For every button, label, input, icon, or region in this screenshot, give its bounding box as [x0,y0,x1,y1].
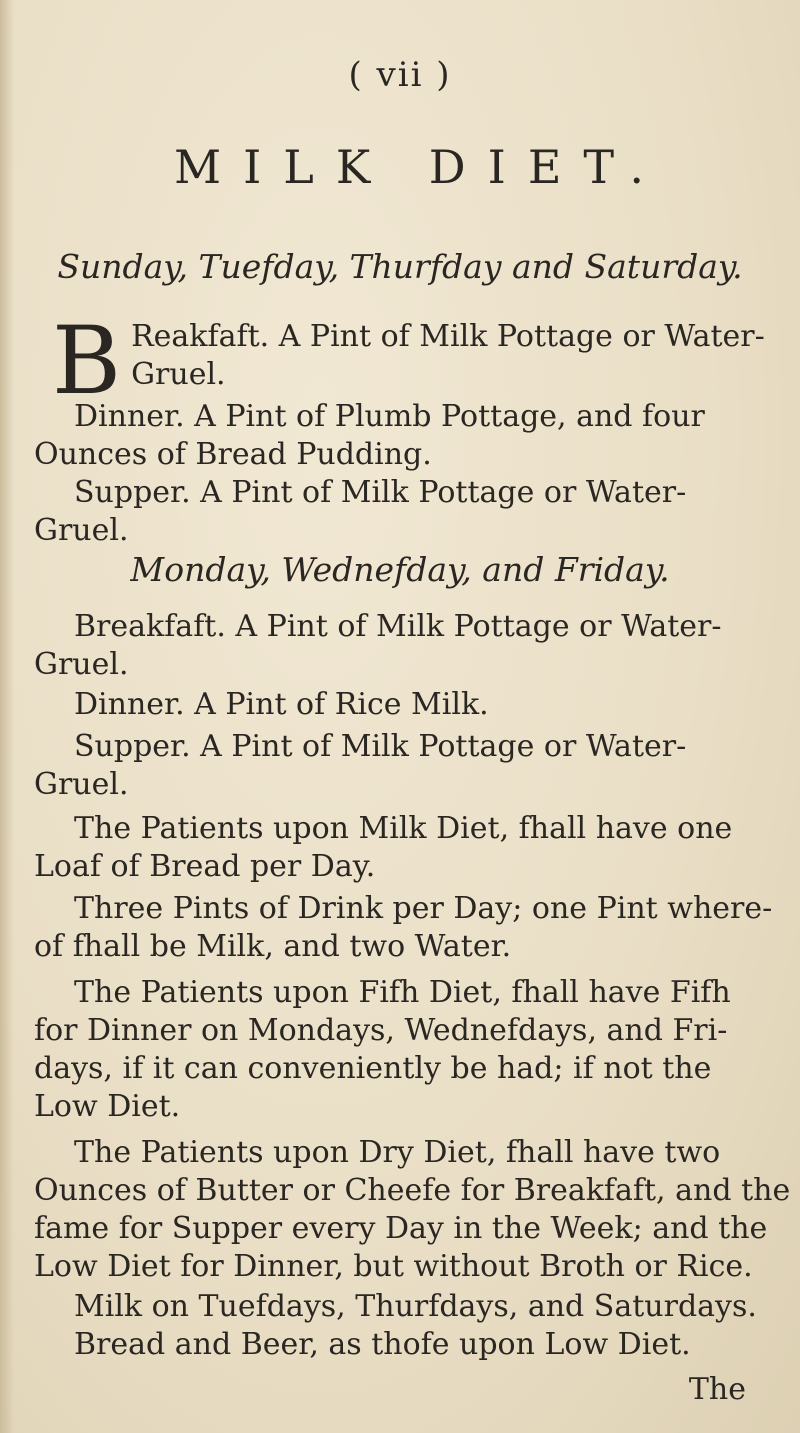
paragraph-dinner-1 [34,398,774,474]
text-line: Gruel. [34,513,129,548]
text-line: Ounces of Butter or Cheefe for Breakfaft, and the [34,1173,791,1208]
page-title: MILK DIET. [174,140,666,194]
text-line: The Patients upon Milk Diet, fhall have one [74,811,733,846]
note-bread-beer [34,1326,774,1364]
text-line: Dinner. A Pint of Rice Milk. [74,687,489,722]
note-dry-diet [34,1134,791,1286]
paragraph-breakfast-1 [34,307,774,416]
text-line: Reakfaft. A Pint of Milk Pottage or Water- [131,319,765,354]
drop-cap: B [52,307,122,416]
page-edge-shadow [0,0,14,1433]
text-line: for Dinner on Mondays, Wednefdays, and Fri- [34,1013,728,1048]
section-heading-2: Monday, Wednefday, and Friday. [130,550,670,589]
text-line: Milk on Tuefdays, Thurfdays, and Saturdays. [74,1289,757,1324]
text-line: The Patients upon Fifh Diet, fhall have Fifh [74,975,731,1010]
text-line: Gruel. [34,767,129,802]
page-number: ( vii ) [348,55,452,95]
note-milk-diet [34,810,774,886]
paragraph-breakfast-2 [34,608,774,684]
text-line: The Patients upon Dry Diet, fhall have two [74,1135,721,1170]
text-line: Low Diet for Dinner, but without Broth or Rice. [34,1249,753,1284]
text-line: days, if it can conveniently be had; if not the [34,1051,712,1086]
text-line: Supper. A Pint of Milk Pottage or Water- [74,475,687,510]
text-line: Three Pints of Drink per Day; one Pint where- [74,891,773,926]
section-heading-1: Sunday, Tuefday, Thurfday and Saturday. [57,247,743,286]
text-line: fame for Supper every Day in the Week; and the [34,1211,768,1246]
note-milk-days [34,1288,774,1326]
catchword: The [688,1372,746,1407]
text-line: Loaf of Bread per Day. [34,849,376,884]
note-fish-diet [34,974,774,1126]
text-line: Low Diet. [34,1089,181,1124]
text-line: of fhall be Milk, and two Water. [34,929,512,964]
text-line: Gruel. [131,357,226,392]
text-line: Breakfaft. A Pint of Milk Pottage or Water- [74,609,722,644]
paragraph-dinner-2 [34,686,774,724]
text-line: Bread and Beer, as thofe upon Low Diet. [74,1327,691,1362]
paragraph-supper-1 [34,474,774,550]
text-line: Dinner. A Pint of Plumb Pottage, and four [74,399,705,434]
paragraph-supper-2 [34,728,774,804]
text-line: Supper. A Pint of Milk Pottage or Water- [74,729,687,764]
text-line: Ounces of Bread Pudding. [34,437,432,472]
note-drink [34,890,774,966]
text-line: Gruel. [34,647,129,682]
